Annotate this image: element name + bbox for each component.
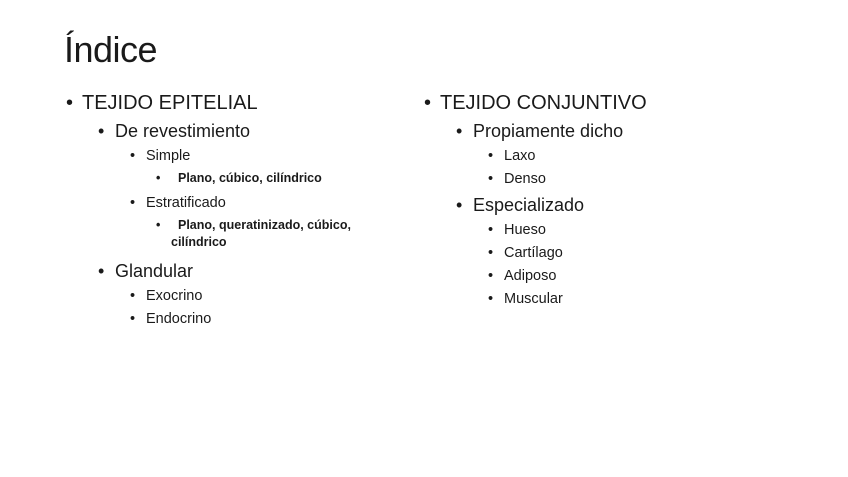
group-label: Glandular	[115, 261, 194, 281]
item-label: Denso	[504, 171, 546, 187]
bullet-icon: •	[156, 171, 161, 185]
item-label: Cartílago	[504, 245, 563, 261]
bullet-item-level4	[156, 217, 378, 251]
bullet-item-level2	[456, 193, 784, 217]
bullet-icon: •	[456, 195, 463, 215]
item-label: Estratificado	[146, 195, 226, 211]
bullet-item-level1	[66, 90, 396, 116]
item-label: Adiposo	[504, 268, 557, 284]
item-label: Simple	[146, 148, 191, 164]
bullet-item-level2	[456, 119, 784, 143]
bullet-item-level3	[488, 169, 784, 189]
item-detail-line1: Plano, queratinizado, cúbico,	[178, 218, 351, 232]
bullet-item-level3	[488, 243, 784, 263]
bullet-icon: •	[488, 268, 494, 284]
bullet-item-level1	[424, 90, 784, 116]
heading-epitelial: TEJIDO EPITELIAL	[82, 92, 258, 114]
bullet-item-level3	[488, 289, 784, 309]
bullet-icon: •	[488, 171, 494, 187]
bullet-item-level3	[488, 146, 784, 166]
bullet-item-level3	[488, 266, 784, 286]
bullet-icon: •	[130, 311, 136, 327]
bullet-icon: •	[488, 291, 494, 307]
item-label: Exocrino	[146, 288, 203, 304]
item-label: Endocrino	[146, 311, 212, 327]
bullet-icon: •	[156, 218, 161, 232]
bullet-icon: •	[488, 148, 494, 164]
item-label: Hueso	[504, 222, 546, 238]
item-detail-line2: cilíndrico	[171, 235, 227, 249]
bullet-icon: •	[130, 148, 136, 164]
bullet-icon: •	[456, 121, 463, 141]
group-label: Propiamente dicho	[473, 121, 624, 141]
bullet-item-level3	[488, 220, 784, 240]
bullet-item-level2	[98, 119, 396, 143]
item-label: Laxo	[504, 148, 536, 164]
bullet-icon: •	[488, 222, 494, 238]
bullet-icon: •	[488, 245, 494, 261]
item-label: Muscular	[504, 291, 563, 307]
bullet-item-level3	[130, 309, 396, 329]
item-detail: Plano, cúbico, cilíndrico	[178, 171, 322, 185]
bullet-icon: •	[98, 121, 105, 141]
heading-conjuntivo: TEJIDO CONJUNTIVO	[440, 92, 647, 114]
right-column	[424, 90, 784, 309]
slide-title: Índice	[64, 29, 158, 70]
left-column	[66, 90, 396, 329]
bullet-icon: •	[66, 92, 74, 114]
group-label: De revestimiento	[115, 121, 251, 141]
bullet-item-level3	[130, 193, 396, 213]
group-label: Especializado	[473, 195, 585, 215]
bullet-item-level2	[98, 259, 396, 283]
bullet-item-level3	[130, 146, 396, 166]
bullet-icon: •	[424, 92, 432, 114]
bullet-icon: •	[130, 195, 136, 211]
bullet-icon: •	[98, 261, 105, 281]
bullet-item-level3	[130, 286, 396, 306]
bullet-item-level4	[156, 170, 396, 187]
bullet-icon: •	[130, 288, 136, 304]
